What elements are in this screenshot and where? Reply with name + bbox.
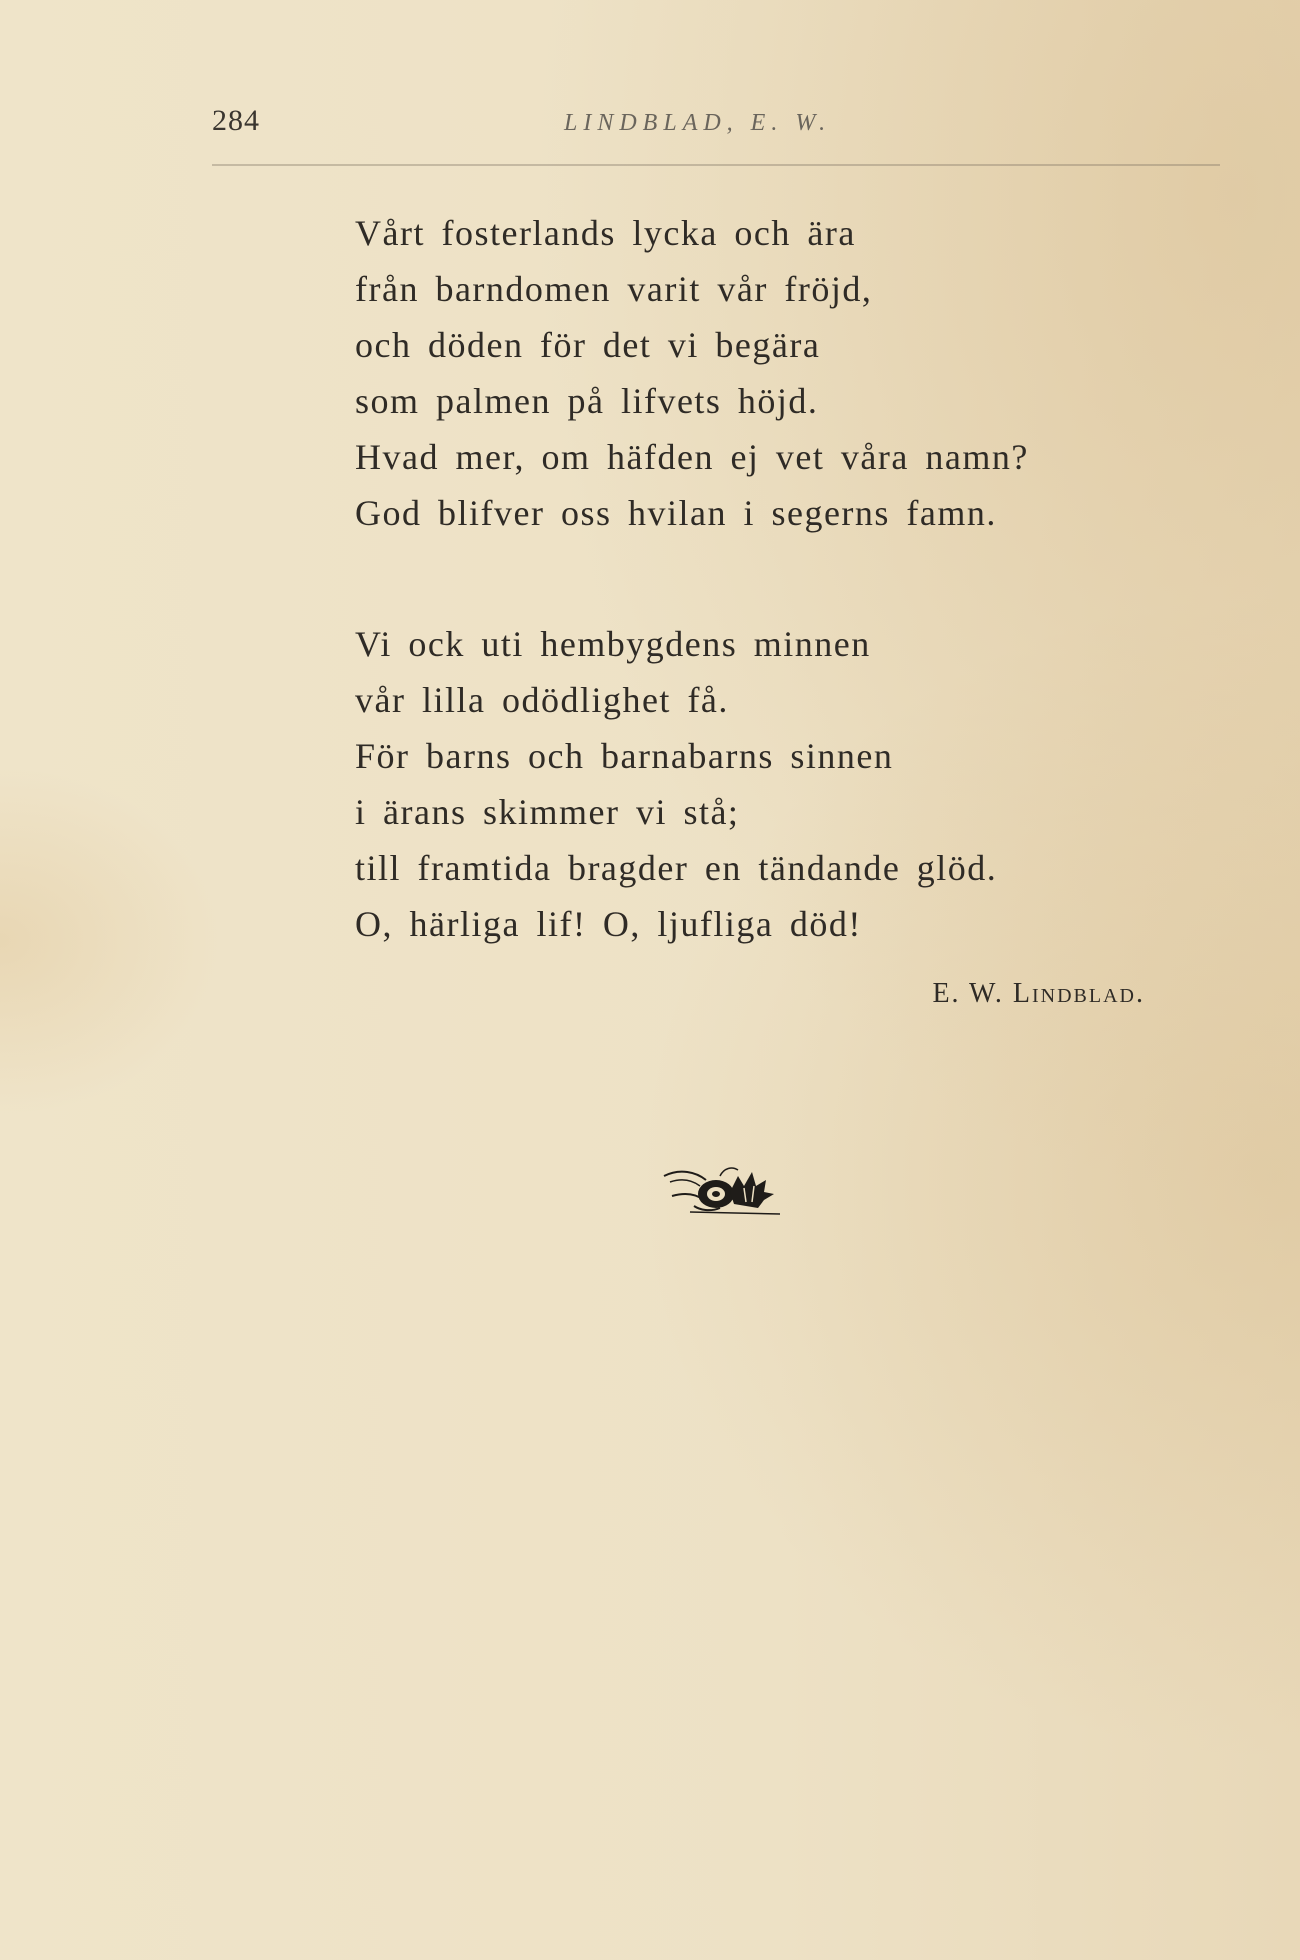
running-head bbox=[212, 104, 1222, 144]
running-title: LINDBLAD, E. W. bbox=[564, 110, 832, 136]
header-rule bbox=[212, 164, 1220, 166]
author-signature: E. W. Lindblad. bbox=[932, 978, 1145, 1009]
poem-line: Hvad mer, om häfden ej vet våra namn? bbox=[355, 437, 1029, 477]
poem bbox=[355, 205, 1205, 1027]
floral-tailpiece-icon bbox=[660, 1162, 785, 1224]
poem-line: För barns och barnabarns sinnen bbox=[355, 736, 894, 776]
poem-line: från barndomen varit vår fröjd, bbox=[355, 269, 873, 309]
page-number: 284 bbox=[212, 104, 260, 137]
stanza-2 bbox=[355, 616, 1205, 952]
poem-line: och döden för det vi begära bbox=[355, 325, 821, 365]
poem-line: Vi ock uti hembygdens minnen bbox=[355, 624, 871, 664]
poem-line: till framtida bragder en tändande glöd. bbox=[355, 848, 998, 888]
stanza-1 bbox=[355, 205, 1205, 541]
poem-line: som palmen på lifvets höjd. bbox=[355, 381, 819, 421]
poem-line: vår lilla odödlighet få. bbox=[355, 680, 729, 720]
poem-line: i ärans skimmer vi stå; bbox=[355, 792, 740, 832]
poem-line: O, härliga lif! O, ljufliga död! bbox=[355, 904, 862, 944]
poem-line: Vårt fosterlands lycka och ära bbox=[355, 213, 856, 253]
poem-line: God blifver oss hvilan i segerns famn. bbox=[355, 493, 997, 533]
